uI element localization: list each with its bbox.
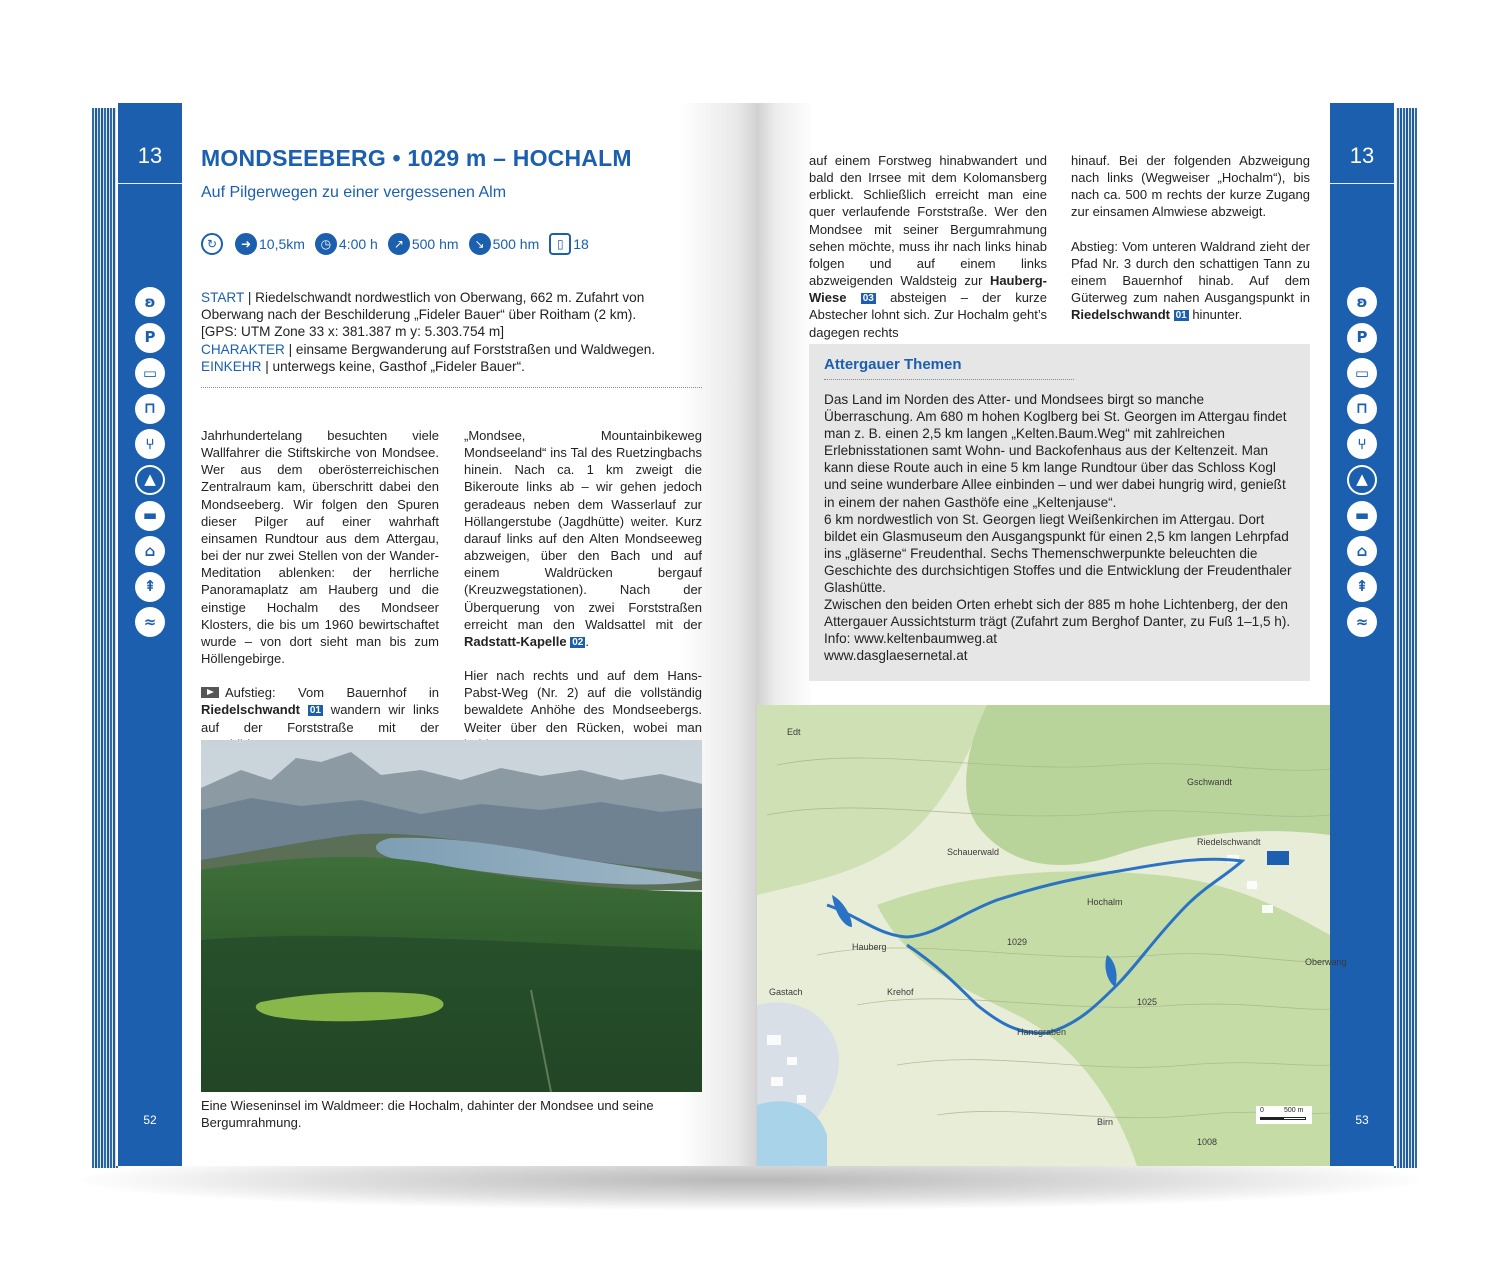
info-box-paragraph-1: Das Land im Norden des Atter- und Mondsees birgt so manche Überraschung. Am 680 m hohen Koglberg bei St. Georgen im Attergau findet man z. B. einen 2,5 km langen „Kelten.Baum.Weg“ mit zahlreichen Erlebnisstationen samt Wohn- und Backofenhaus aus der Keltenzeit. Man kann diese Route auch in eine 5 km lange Rundtour über das Schloss Kogl und seine wunderbare Allee einbinden – und wer dabei hungrig wird, genießt in einem der nahen Gasthöfe eine „Keltenjause“.: [824, 392, 1287, 510]
parking-icon: P: [1347, 323, 1377, 353]
scale-500: 500 m: [1284, 1107, 1304, 1114]
hochalm-photo: [201, 740, 702, 1092]
map-label: Hochalm: [1087, 897, 1123, 907]
info-box-link-1: Info: www.keltenbaumweg.at: [824, 631, 998, 647]
book-edge-left: [92, 108, 118, 1168]
stat-duration-value: 4:00 h: [338, 236, 378, 252]
right-column-2: [1071, 152, 1310, 340]
map-label: Oberwang: [1305, 957, 1347, 967]
restaurant-icon: ⑂: [135, 429, 165, 459]
route-paragraph-4: hinauf. Bei der folgenden Abzweigung nach links (Wegweiser „Hochalm“), bis nach ca. 500 m rechts der kurze Zugang zur einsamen Almwiese abzweigt.: [1071, 153, 1310, 220]
info-box-link-2: www.dasglaesernetal.at: [824, 648, 968, 664]
scale-bar-segment: [1283, 1117, 1306, 1120]
info-box: [809, 344, 1310, 681]
play-marker-icon: [201, 687, 219, 698]
intro-paragraph: Jahrhundertelang besuchten viele Wallfahrer die Stiftskirche von Mondsee. Wer aus dem oberösterreichischen Zentralraum kam, überschritt dabei den Mondseeberg. Wir folgen den Spuren dieser Pilger auf einer wahrhaft einsamen Rundtour aus dem Attergau, bei der nur zwei Stellen von der Wander-Meditation ablenken: der herrliche Panoramaplatz am Hauberg und die einstige Hochalm des Mondseer Klosters, die bis um 1960 bewirtschaftet wurde – von dort sieht man bis zum Höllengebirge.: [201, 428, 439, 667]
stat-loop: [201, 233, 225, 255]
charakter-text: | einsame Bergwanderung auf Forststraßen und Waldwegen.: [284, 341, 656, 357]
map-label: Riedelschwandt: [1197, 837, 1261, 847]
descent-icon: ↘: [469, 233, 491, 255]
map-label: Krehof: [887, 987, 914, 997]
waypoint-badge: 01: [309, 705, 321, 717]
family-bear-icon: ʚ: [1347, 287, 1377, 317]
left-column-1: [201, 427, 439, 770]
hut-bed-icon: ▬: [1347, 501, 1377, 531]
chapter-rule: [118, 183, 182, 184]
map-label: Gschwandt: [1187, 777, 1233, 787]
cable-car-icon: ⊓: [1347, 394, 1377, 424]
map-label: Gastach: [769, 987, 803, 997]
info-divider: [201, 387, 702, 388]
map-label: Edt: [787, 727, 801, 737]
phone-icon: ▯: [549, 233, 571, 255]
map-label: Schauerwald: [947, 847, 1000, 857]
stat-distance-value: 10,5km: [259, 236, 305, 252]
sidebar-icons-right: [1347, 287, 1377, 643]
chapter-rule-right: [1330, 183, 1394, 184]
map-label: 1025: [1137, 997, 1158, 1007]
map-scale: [1256, 1106, 1312, 1124]
map-label: 1008: [1197, 1137, 1218, 1147]
stat-distance: [235, 233, 305, 255]
summit-icon: ▲: [1347, 465, 1377, 495]
einkehr-text: | unterwegs keine, Gasthof „Fideler Bauer“.: [261, 358, 525, 374]
tour-stats: [201, 233, 599, 255]
charakter-label: CHARAKTER: [201, 341, 285, 357]
scale-zero: 0: [1260, 1107, 1264, 1114]
photo-caption: Eine Wieseninsel im Waldmeer: die Hochalm, dahinter der Mondsee und seine Bergumrahmung.: [201, 1098, 654, 1130]
clock-icon: ◷: [315, 233, 337, 255]
culture-icon: ⌂: [135, 536, 165, 566]
left-chapter-band: [118, 103, 182, 1166]
chapter-number: 13: [137, 143, 163, 168]
left-column-2: [464, 427, 702, 770]
tour-title: MONDSEEBERG • 1029 m – HOCHALM: [201, 145, 632, 171]
summit-icon: ▲: [135, 465, 165, 495]
culture-icon: ⌂: [1347, 536, 1377, 566]
hut-bed-icon: ▬: [135, 501, 165, 531]
route-map: [757, 705, 1347, 1166]
ascent-icon: ↗: [388, 233, 410, 255]
stat-phone-value: 18: [573, 236, 589, 252]
parking-icon: P: [135, 323, 165, 353]
route-paragraph-2: Hier nach rechts und auf dem Hans-Pabst-Weg (Nr. 2) auf die vollständig bewaldete Anhöhe des Mondseebergs. Weiter über den Rücken, wobei man: [464, 668, 702, 735]
signpost-icon: ➜: [235, 233, 257, 255]
ascent-paragraph: Aufstieg: Vom Bauernhof in Riedelschwandt 01 wandern wir links auf der Forststraße mit der: [201, 685, 439, 735]
map-label: Birn: [1097, 1117, 1114, 1127]
stat-descent-value: 500 hm: [492, 236, 540, 252]
bus-icon: ▭: [135, 358, 165, 388]
stat-descent: [469, 233, 540, 255]
stat-ascent: [388, 233, 459, 255]
page-number-right: 53: [1355, 1113, 1369, 1127]
route-paragraph-3: auf einem Forstweg hinabwandert und bald den Irrsee mit dem Kolomansberg erblickt. Schließlich erreicht man eine quer verlaufende Forststraße. Wer den Mondsee mit seiner Bergumrahmung sehen möchte, muss ihr nach links hinab folgen und auf einem links abzweigenden Waldsteig zur Hauberg-Wiese 03 absteigen – der kurze Abstecher lohnt sich. Zur Hochalm geht’s dagegen rechts: [809, 153, 1047, 340]
start-label: START: [201, 290, 245, 305]
map-label: Hansgraben: [1017, 1027, 1067, 1037]
family-bear-icon: ʚ: [135, 287, 165, 317]
map-label: Hauberg: [852, 942, 887, 952]
forest-icon: ⇞: [1347, 572, 1377, 602]
forest-icon: ⇞: [135, 572, 165, 602]
restaurant-icon: ⑂: [1347, 429, 1377, 459]
tour-info: [201, 289, 701, 375]
bus-icon: ▭: [1347, 358, 1377, 388]
info-box-paragraph-2: 6 km nordwestlich von St. Georgen liegt Weißenkirchen im Attergau. Dort bildet ein Glasmuseum den Ausgangspunkt für einen 2,5 km langen Lehrpfad ins „gläserne“ Freudenthal. Sechs Themenschwerpunkte beleuchten die Geschichte des durchsichtigen Stoffes und die Entwicklung der Freudenthaler Glashütte.: [824, 511, 1292, 596]
einkehr-label: EINKEHR: [201, 358, 262, 374]
waypoint-badge: 03: [862, 293, 874, 305]
tour-subtitle: Auf Pilgerwegen zu einer vergessenen Alm: [201, 184, 507, 201]
swimming-icon: ≈: [135, 607, 165, 637]
route-paragraph: „Mondsee, Mountainbikeweg Mondseeland“ ins Tal des Ruetzingbachs hinein. Nach ca. 1 km zweigt die Bikeroute links ab – wir gehen jedoch geradeaus neben dem Wasserlauf zur Höllangerstube (Jagdhütte) weiter. Kurz darauf links auf den Alten Mondseeweg abzweigen, über den Bach und auf einem Waldrücken bergauf (Kreuzwegstationen). Nach der Überquerung von zwei Forststraßen erreicht man den Waldsattel mit der Radstatt-Kapelle 02 .: [464, 428, 702, 649]
right-column-1: [809, 152, 1047, 358]
swimming-icon: ≈: [1347, 607, 1377, 637]
waypoint-badge: 02: [572, 636, 584, 648]
stat-duration: [315, 233, 378, 255]
gps-text: [GPS: UTM Zone 33 x: 381.387 m y: 5.303.754 m]: [201, 324, 504, 340]
stat-phone: [549, 233, 589, 255]
cable-car-icon: ⊓: [135, 394, 165, 424]
info-box-text: [824, 391, 1296, 665]
chapter-number-right: 13: [1349, 143, 1375, 168]
descent-paragraph: Abstieg: Vom unteren Waldrand zieht der Pfad Nr. 3 durch den schattigen Tann zu einem Bauernhof hinab. Auf dem Güterweg zum nahen Ausgangspunkt in Riedelschwandt 01 hinunter.: [1071, 238, 1310, 323]
start-text: | Riedelschwandt nordwestlich von Oberwang, 662 m. Zufahrt von Oberwang nach der Beschilderung „Fideler Bauer“ über Roitham (2 km).: [201, 290, 645, 323]
page-number-left: 52: [143, 1113, 157, 1127]
info-box-divider: [824, 379, 1074, 380]
stat-ascent-value: 500 hm: [411, 236, 459, 252]
map-label: 1029: [1007, 937, 1028, 947]
waypoint-badge: 01: [1175, 310, 1187, 322]
book-edge-right: [1393, 108, 1417, 1168]
right-chapter-band: [1330, 103, 1394, 1166]
info-box-paragraph-3: Zwischen den beiden Orten erhebt sich der 885 m hohe Lichtenberg, der den Attergauer Aussichtsturm trägt (Zufahrt zum Berghof Danter, zu Fuß 1–1,5 h).: [824, 597, 1291, 630]
info-box-title: Attergauer Themen: [824, 356, 962, 373]
sidebar-icons-left: [135, 287, 165, 643]
loop-icon: ↻: [201, 233, 223, 255]
